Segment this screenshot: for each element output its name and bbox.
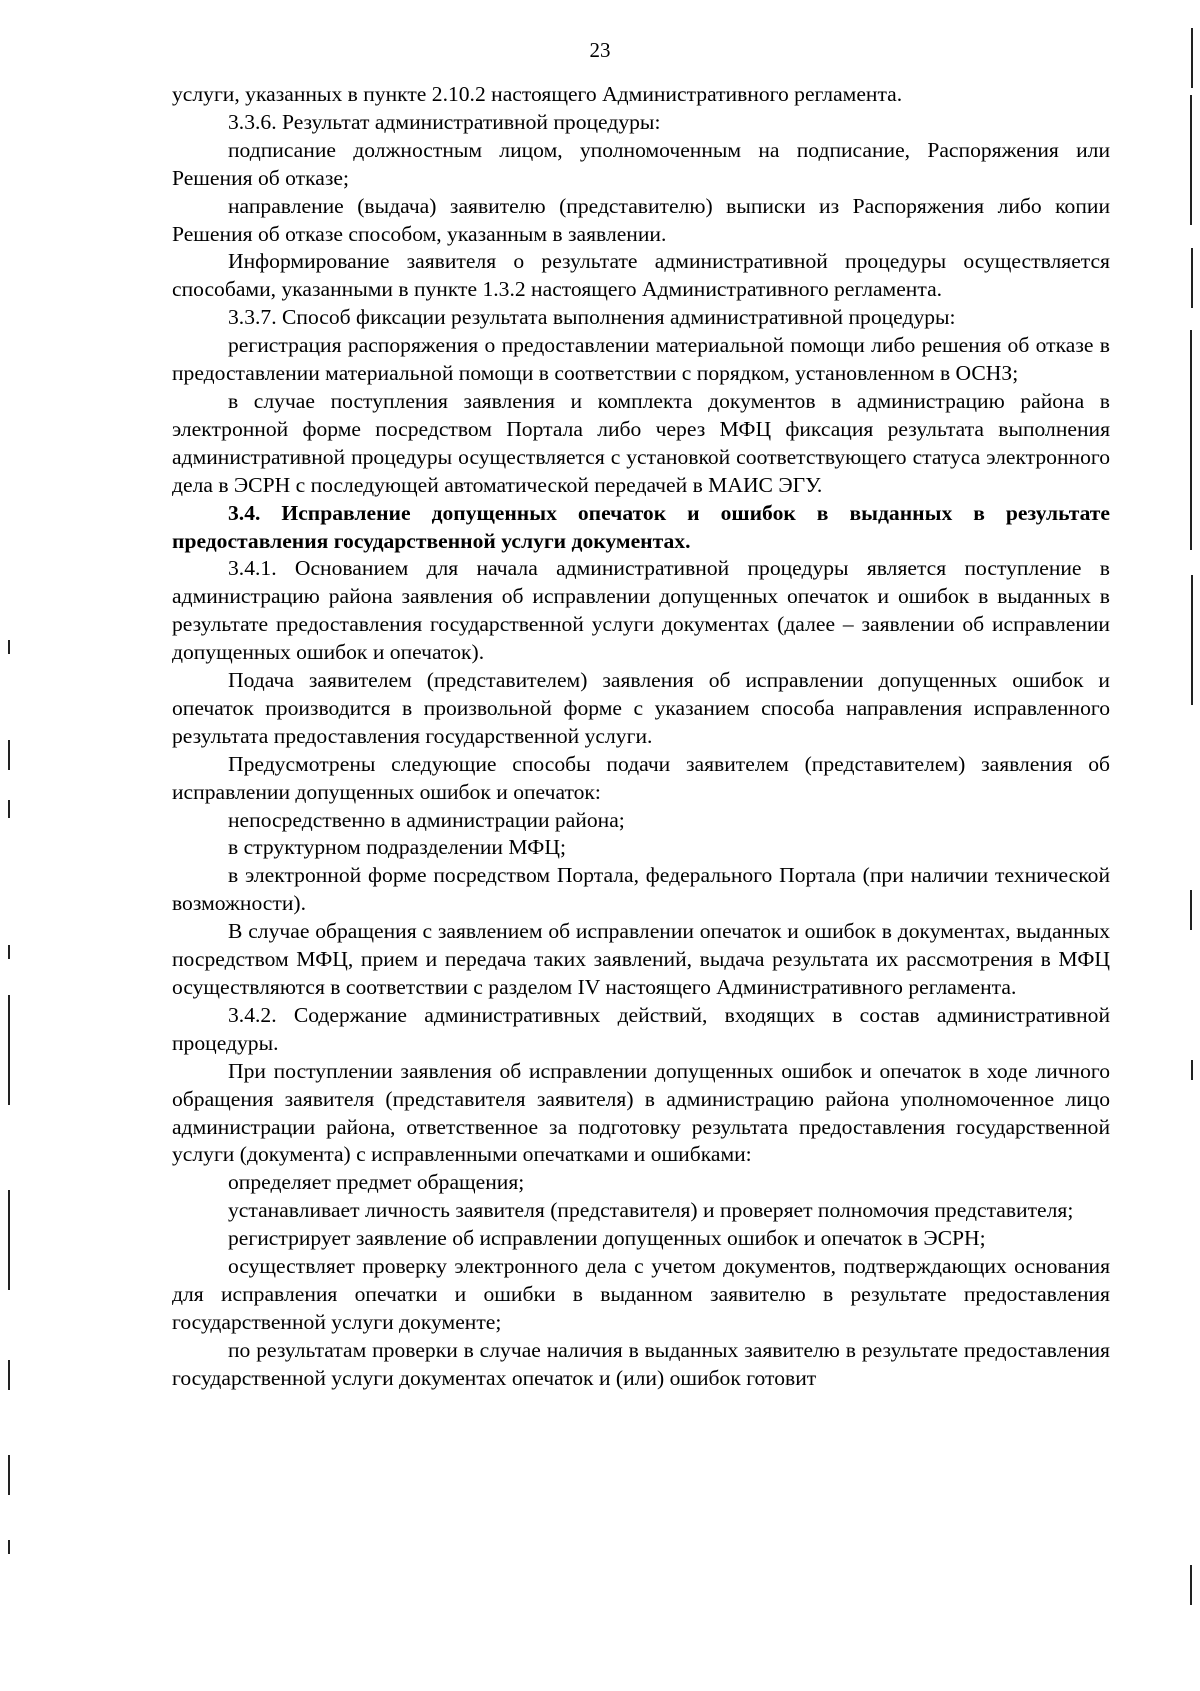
paragraph: в случае поступления заявления и комплекта документов в администрацию района в электронной форме посредством Портала либо через МФЦ фиксация результата выполнения административной процедуры осуществляется с установкой соответствующего статуса электронного дела в ЭСРН с последующей автоматической передачей в МАИС ЭГУ. [172,388,1110,497]
scan-edge-mark [1190,1565,1192,1605]
scan-edge-mark [1190,330,1192,550]
paragraph: 3.3.6. Результат административной процедуры: [228,109,661,134]
paragraph: осуществляет проверку электронного дела с учетом документов, подтверждающих основания для исправления опечатки и ошибки в выданном заявителю в результате предоставления государственной услуги документе; [172,1254,1110,1334]
paragraph: по результатам проверки в случае наличия в выданных заявителю в результате предоставления государственной услуги документах опечаток и (или) ошибок готовит [172,1337,1110,1390]
section-heading: 3.4. Исправление допущенных опечаток и ошибок в выданных в результате предоставления государственной услуги документах. [172,500,1110,553]
paragraph: регистрирует заявление об исправлении допущенных ошибок и опечаток в ЭСРН; [228,1226,986,1251]
paragraph: 3.3.7. Способ фиксации результата выполнения административной процедуры: [228,305,956,330]
scan-edge-mark [1191,1060,1193,1080]
paragraph: Предусмотрены следующие способы подачи заявителем (представителем) заявления об исправлении допущенных ошибок и опечаток: [172,751,1110,804]
paragraph: направление (выдача) заявителю (представителю) выписки из Распоряжения либо копии Решения об отказе способом, указанным в заявлении. [172,193,1110,246]
scan-edge-mark [1190,95,1192,225]
scan-edge-mark [8,800,10,818]
document-body [172,81,1110,1393]
paragraph: Подача заявителем (представителем) заявления об исправлении допущенных ошибок и опечаток производится в произвольной форме с указанием способа направления исправленного результата предоставления государственной услуги. [172,668,1110,748]
scan-edge-mark [8,740,10,770]
scan-edge-mark [1191,248,1193,308]
scan-edge-mark [8,1455,10,1495]
paragraph: 3.4.1. Основанием для начала административной процедуры является поступление в администрацию района заявления об исправлении допущенных опечаток и ошибок в выданных в результате предоставления государственной услуги документах (далее – заявлении об исправлении допущенных ошибок и опечаток). [172,556,1110,665]
paragraph: в структурном подразделении МФЦ; [228,835,566,860]
paragraph: регистрация распоряжения о предоставлении материальной помощи либо решения об отказе в предоставлении материальной помощи в соответствии с порядком, установленном в ОСНЗ; [172,333,1110,386]
paragraph: непосредственно в администрации района; [228,807,625,832]
page-number: 23 [589,38,611,62]
scan-edge-mark [8,1540,10,1554]
scan-edge-mark [8,640,10,654]
paragraph: 3.4.2. Содержание административных действий, входящих в состав административной процедуры. [172,1002,1110,1055]
paragraph: услуги, указанных в пункте 2.10.2 настоящего Административного регламента. [172,82,903,106]
paragraph: Информирование заявителя о результате административной процедуры осуществляется способами, указанными в пункте 1.3.2 настоящего Административного регламента. [172,249,1110,302]
scan-edge-mark [8,1360,10,1390]
paragraph: В случае обращения с заявлением об исправлении опечаток и ошибок в документах, выданных посредством МФЦ, прием и передача таких заявлений, выдача результата их рассмотрения в МФЦ осуществляются в соответствии с разделом IV настоящего Административного регламента. [172,919,1110,999]
scan-edge-mark [1190,890,1192,930]
scan-edge-mark [1191,575,1193,705]
paragraph: определяет предмет обращения; [228,1170,525,1195]
scan-edge-mark [1191,28,1193,88]
scan-edge-mark [8,1190,10,1290]
paragraph: устанавливает личность заявителя (представителя) и проверяет полномочия представителя; [228,1198,1074,1223]
paragraph: в электронной форме посредством Портала, федерального Портала (при наличии технической возможности). [172,863,1110,916]
paragraph: При поступлении заявления об исправлении допущенных ошибок и опечаток в ходе личного обращения заявителя (представителя заявителя) в администрацию района уполномоченное лицо администрации района, ответственное за подготовку результата предоставления государственной услуги (документа) с исправленными опечатками и ошибками: [172,1058,1110,1167]
paragraph: подписание должностным лицом, уполномоченным на подписание, Распоряжения или Решения об отказе; [172,137,1110,190]
scan-edge-mark [8,995,10,1105]
scan-edge-mark [8,945,10,959]
